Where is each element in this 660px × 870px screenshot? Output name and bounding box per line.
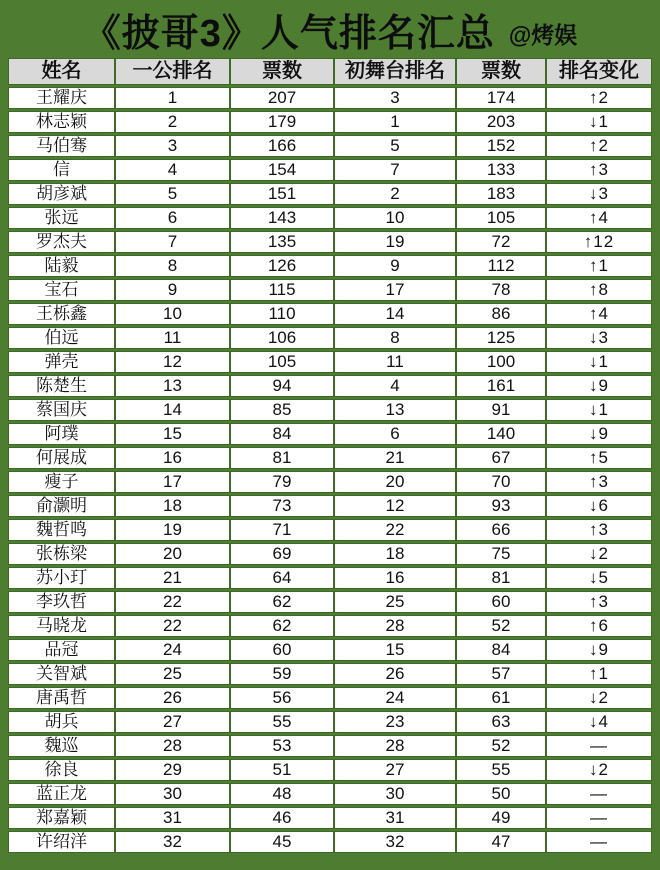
initial-stage-votes-cell: 100 xyxy=(456,351,546,373)
column-header-first-show-rank: 一公排名 xyxy=(115,58,230,85)
initial-stage-rank-cell: 28 xyxy=(334,615,456,637)
rank-change-cell: ↑2 xyxy=(546,135,652,157)
initial-stage-votes-cell: 105 xyxy=(456,207,546,229)
table-row xyxy=(8,663,652,685)
name-cell: 蓝正龙 xyxy=(8,783,115,805)
initial-stage-votes-cell: 60 xyxy=(456,591,546,613)
initial-stage-votes-cell: 152 xyxy=(456,135,546,157)
first-show-rank-cell: 7 xyxy=(115,231,230,253)
table-row xyxy=(8,327,652,349)
ranking-table xyxy=(8,56,652,855)
first-show-rank-cell: 22 xyxy=(115,615,230,637)
first-show-rank-cell: 25 xyxy=(115,663,230,685)
initial-stage-rank-cell: 30 xyxy=(334,783,456,805)
name-cell: 唐禹哲 xyxy=(8,687,115,709)
initial-stage-rank-cell: 24 xyxy=(334,687,456,709)
rank-change-cell: ↓4 xyxy=(546,711,652,733)
first-show-rank-cell: 13 xyxy=(115,375,230,397)
table-row xyxy=(8,183,652,205)
name-cell: 信 xyxy=(8,159,115,181)
rank-change-cell: ↑4 xyxy=(546,207,652,229)
initial-stage-votes-cell: 61 xyxy=(456,687,546,709)
first-show-rank-cell: 19 xyxy=(115,519,230,541)
rank-change-cell: ↑8 xyxy=(546,279,652,301)
table-row xyxy=(8,759,652,781)
first-show-votes-cell: 53 xyxy=(230,735,334,757)
initial-stage-rank-cell: 15 xyxy=(334,639,456,661)
page-title: 《披哥3》人气排名汇总 xyxy=(82,12,495,55)
column-header-rank-change: 排名变化 xyxy=(546,58,652,85)
first-show-votes-cell: 105 xyxy=(230,351,334,373)
initial-stage-votes-cell: 81 xyxy=(456,567,546,589)
first-show-rank-cell: 29 xyxy=(115,759,230,781)
initial-stage-rank-cell: 2 xyxy=(334,183,456,205)
table-row xyxy=(8,615,652,637)
initial-stage-rank-cell: 19 xyxy=(334,231,456,253)
first-show-rank-cell: 1 xyxy=(115,87,230,109)
table-row xyxy=(8,279,652,301)
first-show-votes-cell: 81 xyxy=(230,447,334,469)
initial-stage-votes-cell: 67 xyxy=(456,447,546,469)
initial-stage-rank-cell: 17 xyxy=(334,279,456,301)
initial-stage-rank-cell: 11 xyxy=(334,351,456,373)
table-row xyxy=(8,591,652,613)
rank-change-cell: ↓9 xyxy=(546,375,652,397)
name-cell: 徐良 xyxy=(8,759,115,781)
first-show-rank-cell: 3 xyxy=(115,135,230,157)
initial-stage-rank-cell: 20 xyxy=(334,471,456,493)
rank-change-cell: ↑6 xyxy=(546,615,652,637)
name-cell: 陈楚生 xyxy=(8,375,115,397)
first-show-rank-cell: 22 xyxy=(115,591,230,613)
rank-change-cell: ↑3 xyxy=(546,159,652,181)
first-show-rank-cell: 17 xyxy=(115,471,230,493)
table-row xyxy=(8,423,652,445)
first-show-votes-cell: 207 xyxy=(230,87,334,109)
name-cell: 阿璞 xyxy=(8,423,115,445)
first-show-rank-cell: 4 xyxy=(115,159,230,181)
name-cell: 弹壳 xyxy=(8,351,115,373)
name-cell: 张远 xyxy=(8,207,115,229)
initial-stage-rank-cell: 22 xyxy=(334,519,456,541)
first-show-rank-cell: 8 xyxy=(115,255,230,277)
table-row xyxy=(8,159,652,181)
rank-change-cell: ↑3 xyxy=(546,591,652,613)
name-cell: 俞灏明 xyxy=(8,495,115,517)
table-row xyxy=(8,543,652,565)
name-cell: 魏巡 xyxy=(8,735,115,757)
first-show-votes-cell: 69 xyxy=(230,543,334,565)
initial-stage-votes-cell: 72 xyxy=(456,231,546,253)
initial-stage-rank-cell: 18 xyxy=(334,543,456,565)
column-header-initial-stage-rank: 初舞台排名 xyxy=(334,58,456,85)
name-cell: 王栎鑫 xyxy=(8,303,115,325)
table-row xyxy=(8,87,652,109)
initial-stage-rank-cell: 3 xyxy=(334,87,456,109)
first-show-votes-cell: 110 xyxy=(230,303,334,325)
table-row xyxy=(8,687,652,709)
name-cell: 许绍洋 xyxy=(8,831,115,853)
first-show-votes-cell: 51 xyxy=(230,759,334,781)
initial-stage-votes-cell: 133 xyxy=(456,159,546,181)
initial-stage-votes-cell: 78 xyxy=(456,279,546,301)
first-show-rank-cell: 24 xyxy=(115,639,230,661)
name-cell: 关智斌 xyxy=(8,663,115,685)
rank-change-cell: ↓2 xyxy=(546,687,652,709)
first-show-votes-cell: 179 xyxy=(230,111,334,133)
initial-stage-rank-cell: 32 xyxy=(334,831,456,853)
first-show-rank-cell: 30 xyxy=(115,783,230,805)
rank-change-cell: ↑1 xyxy=(546,255,652,277)
initial-stage-votes-cell: 91 xyxy=(456,399,546,421)
initial-stage-rank-cell: 26 xyxy=(334,663,456,685)
rank-change-cell: ↓5 xyxy=(546,567,652,589)
initial-stage-votes-cell: 112 xyxy=(456,255,546,277)
table-row xyxy=(8,135,652,157)
rank-change-cell: ↑3 xyxy=(546,471,652,493)
first-show-votes-cell: 85 xyxy=(230,399,334,421)
first-show-rank-cell: 20 xyxy=(115,543,230,565)
first-show-votes-cell: 151 xyxy=(230,183,334,205)
name-cell: 胡兵 xyxy=(8,711,115,733)
table-row xyxy=(8,495,652,517)
table-row xyxy=(8,711,652,733)
rank-change-cell: — xyxy=(546,735,652,757)
rank-change-cell: ↓1 xyxy=(546,399,652,421)
first-show-votes-cell: 79 xyxy=(230,471,334,493)
initial-stage-rank-cell: 25 xyxy=(334,591,456,613)
table-row xyxy=(8,111,652,133)
first-show-votes-cell: 94 xyxy=(230,375,334,397)
name-cell: 伯远 xyxy=(8,327,115,349)
column-header-initial-stage-votes: 票数 xyxy=(456,58,546,85)
rank-change-cell: ↑4 xyxy=(546,303,652,325)
initial-stage-votes-cell: 93 xyxy=(456,495,546,517)
initial-stage-votes-cell: 50 xyxy=(456,783,546,805)
table-row xyxy=(8,735,652,757)
initial-stage-votes-cell: 57 xyxy=(456,663,546,685)
first-show-votes-cell: 64 xyxy=(230,567,334,589)
initial-stage-votes-cell: 84 xyxy=(456,639,546,661)
rank-change-cell: ↑12 xyxy=(546,231,652,253)
name-cell: 马晓龙 xyxy=(8,615,115,637)
name-cell: 品冠 xyxy=(8,639,115,661)
first-show-rank-cell: 31 xyxy=(115,807,230,829)
name-cell: 魏哲鸣 xyxy=(8,519,115,541)
first-show-rank-cell: 14 xyxy=(115,399,230,421)
name-cell: 王耀庆 xyxy=(8,87,115,109)
name-cell: 蔡国庆 xyxy=(8,399,115,421)
name-cell: 林志颖 xyxy=(8,111,115,133)
initial-stage-votes-cell: 47 xyxy=(456,831,546,853)
first-show-votes-cell: 166 xyxy=(230,135,334,157)
initial-stage-votes-cell: 63 xyxy=(456,711,546,733)
initial-stage-rank-cell: 12 xyxy=(334,495,456,517)
initial-stage-rank-cell: 9 xyxy=(334,255,456,277)
table-row xyxy=(8,351,652,373)
initial-stage-rank-cell: 28 xyxy=(334,735,456,757)
rank-change-cell: ↓1 xyxy=(546,351,652,373)
title-bar xyxy=(0,0,660,56)
first-show-votes-cell: 135 xyxy=(230,231,334,253)
initial-stage-votes-cell: 86 xyxy=(456,303,546,325)
initial-stage-votes-cell: 75 xyxy=(456,543,546,565)
initial-stage-rank-cell: 27 xyxy=(334,759,456,781)
initial-stage-votes-cell: 161 xyxy=(456,375,546,397)
name-cell: 宝石 xyxy=(8,279,115,301)
table-row xyxy=(8,639,652,661)
initial-stage-rank-cell: 23 xyxy=(334,711,456,733)
name-cell: 李玖哲 xyxy=(8,591,115,613)
name-cell: 郑嘉颖 xyxy=(8,807,115,829)
initial-stage-rank-cell: 5 xyxy=(334,135,456,157)
first-show-rank-cell: 5 xyxy=(115,183,230,205)
table-row xyxy=(8,399,652,421)
first-show-rank-cell: 6 xyxy=(115,207,230,229)
first-show-votes-cell: 45 xyxy=(230,831,334,853)
column-header-name: 姓名 xyxy=(8,58,115,85)
table-row xyxy=(8,447,652,469)
rank-change-cell: ↓2 xyxy=(546,759,652,781)
first-show-votes-cell: 48 xyxy=(230,783,334,805)
table-row xyxy=(8,207,652,229)
rank-change-cell: ↓3 xyxy=(546,327,652,349)
rank-change-cell: ↓2 xyxy=(546,543,652,565)
initial-stage-rank-cell: 6 xyxy=(334,423,456,445)
first-show-rank-cell: 9 xyxy=(115,279,230,301)
author-handle: @烤娱 xyxy=(508,21,578,48)
first-show-rank-cell: 28 xyxy=(115,735,230,757)
initial-stage-rank-cell: 16 xyxy=(334,567,456,589)
rank-change-cell: ↑1 xyxy=(546,663,652,685)
rank-change-cell: — xyxy=(546,807,652,829)
initial-stage-votes-cell: 183 xyxy=(456,183,546,205)
table-row xyxy=(8,567,652,589)
first-show-rank-cell: 27 xyxy=(115,711,230,733)
first-show-votes-cell: 143 xyxy=(230,207,334,229)
initial-stage-rank-cell: 4 xyxy=(334,375,456,397)
column-header-first-show-votes: 票数 xyxy=(230,58,334,85)
name-cell: 陆毅 xyxy=(8,255,115,277)
initial-stage-votes-cell: 49 xyxy=(456,807,546,829)
initial-stage-rank-cell: 21 xyxy=(334,447,456,469)
initial-stage-rank-cell: 13 xyxy=(334,399,456,421)
first-show-votes-cell: 73 xyxy=(230,495,334,517)
initial-stage-rank-cell: 8 xyxy=(334,327,456,349)
first-show-votes-cell: 62 xyxy=(230,615,334,637)
rank-change-cell: — xyxy=(546,831,652,853)
name-cell: 胡彦斌 xyxy=(8,183,115,205)
first-show-votes-cell: 55 xyxy=(230,711,334,733)
table-row xyxy=(8,471,652,493)
table-row xyxy=(8,519,652,541)
rank-change-cell: ↓1 xyxy=(546,111,652,133)
name-cell: 何展成 xyxy=(8,447,115,469)
name-cell: 马伯骞 xyxy=(8,135,115,157)
initial-stage-votes-cell: 140 xyxy=(456,423,546,445)
rank-change-cell: ↑3 xyxy=(546,519,652,541)
initial-stage-votes-cell: 66 xyxy=(456,519,546,541)
header-row xyxy=(8,58,652,85)
name-cell: 苏小玎 xyxy=(8,567,115,589)
first-show-votes-cell: 71 xyxy=(230,519,334,541)
table-row xyxy=(8,255,652,277)
initial-stage-rank-cell: 14 xyxy=(334,303,456,325)
name-cell: 瘦子 xyxy=(8,471,115,493)
table-row xyxy=(8,231,652,253)
initial-stage-votes-cell: 174 xyxy=(456,87,546,109)
rank-change-cell: ↓9 xyxy=(546,423,652,445)
first-show-rank-cell: 16 xyxy=(115,447,230,469)
initial-stage-votes-cell: 70 xyxy=(456,471,546,493)
first-show-rank-cell: 10 xyxy=(115,303,230,325)
first-show-votes-cell: 115 xyxy=(230,279,334,301)
first-show-rank-cell: 15 xyxy=(115,423,230,445)
initial-stage-rank-cell: 31 xyxy=(334,807,456,829)
first-show-votes-cell: 59 xyxy=(230,663,334,685)
initial-stage-votes-cell: 52 xyxy=(456,615,546,637)
initial-stage-votes-cell: 55 xyxy=(456,759,546,781)
rank-change-cell: ↓6 xyxy=(546,495,652,517)
first-show-votes-cell: 106 xyxy=(230,327,334,349)
first-show-votes-cell: 126 xyxy=(230,255,334,277)
first-show-votes-cell: 60 xyxy=(230,639,334,661)
initial-stage-votes-cell: 203 xyxy=(456,111,546,133)
name-cell: 张栋梁 xyxy=(8,543,115,565)
name-cell: 罗杰夫 xyxy=(8,231,115,253)
first-show-votes-cell: 84 xyxy=(230,423,334,445)
table-row xyxy=(8,831,652,853)
first-show-rank-cell: 18 xyxy=(115,495,230,517)
table-row xyxy=(8,303,652,325)
first-show-rank-cell: 11 xyxy=(115,327,230,349)
table-row xyxy=(8,783,652,805)
first-show-rank-cell: 32 xyxy=(115,831,230,853)
first-show-rank-cell: 2 xyxy=(115,111,230,133)
first-show-rank-cell: 26 xyxy=(115,687,230,709)
initial-stage-rank-cell: 7 xyxy=(334,159,456,181)
first-show-votes-cell: 62 xyxy=(230,591,334,613)
rank-change-cell: ↓9 xyxy=(546,639,652,661)
rank-change-cell: — xyxy=(546,783,652,805)
first-show-votes-cell: 56 xyxy=(230,687,334,709)
first-show-votes-cell: 46 xyxy=(230,807,334,829)
initial-stage-votes-cell: 125 xyxy=(456,327,546,349)
first-show-rank-cell: 12 xyxy=(115,351,230,373)
rank-change-cell: ↑5 xyxy=(546,447,652,469)
rank-change-cell: ↓3 xyxy=(546,183,652,205)
first-show-votes-cell: 154 xyxy=(230,159,334,181)
initial-stage-rank-cell: 1 xyxy=(334,111,456,133)
table-row xyxy=(8,375,652,397)
initial-stage-votes-cell: 52 xyxy=(456,735,546,757)
table-row xyxy=(8,807,652,829)
initial-stage-rank-cell: 10 xyxy=(334,207,456,229)
rank-change-cell: ↑2 xyxy=(546,87,652,109)
table-body xyxy=(8,87,652,853)
table-header xyxy=(8,58,652,85)
first-show-rank-cell: 21 xyxy=(115,567,230,589)
